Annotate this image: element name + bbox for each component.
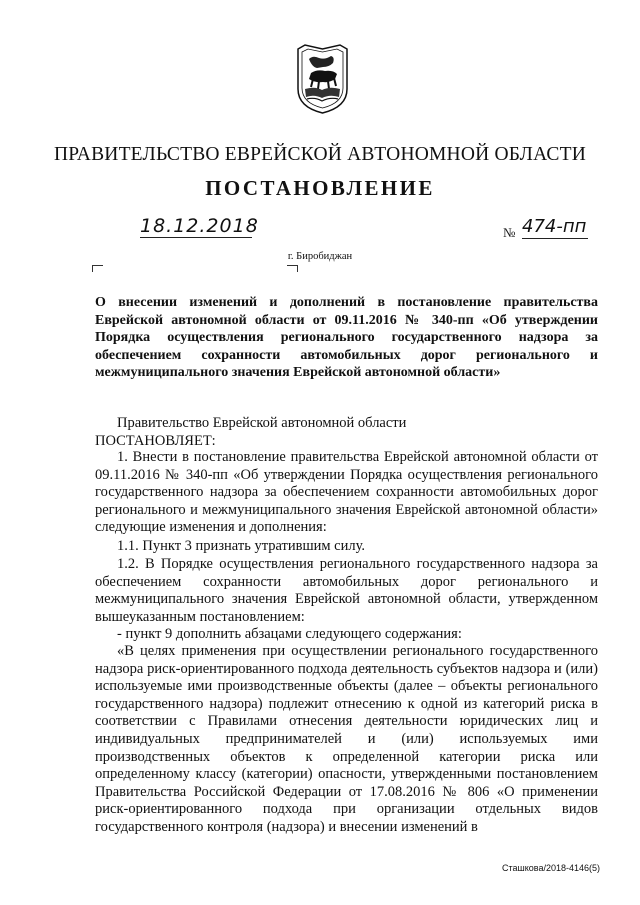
number-label: №: [503, 225, 516, 240]
right-corner-mark: [287, 265, 298, 272]
resolves-heading: ПОСТАНОВЛЯЕТ:: [95, 433, 216, 449]
footer-reference: Сташкова/2018-4146(5): [502, 863, 601, 873]
item-1: 1. Внести в постановление правительства Еврейской автономной области от 09.11.2016 № 340-пп «Об утверждении Порядка осуществления регионального государственного надзора за обеспечением сохранности автомобильных дорог регионального и межмуниципального значения Еврейской автономной области» следующие изменения и дополнения:: [95, 449, 598, 536]
quoted-text: «В целях применения при осуществлении регионального государственного надзора риск-ориентированного подхода деятельность субъектов надзора и (или) используемые ими производственные объекты (далее – объекты регионального государственного надзора) подлежит отнесению к одной из категорий риска в соответствии с Правилами отнесения деятельности юридических лиц и индивидуальных предпринимателей и (или) используемых ими производственных объектов к определенной категории риска или определенному классу (категории) опасности, утвержденными постановлением Правительства Российской Федерации от 17.08.2016 № 806 «О применении риск-ориентированного подхода при организации отдельных видов государственного контроля (надзора) и внесении изменений в: [95, 643, 598, 835]
document-type: ПОСТАНОВЛЕНИЕ: [205, 176, 435, 200]
document-number: 474-пп: [522, 216, 587, 237]
coat-of-arms-icon: [295, 43, 350, 115]
item-1-1: 1.1. Пункт 3 признать утратившим силу.: [117, 538, 366, 554]
intro-paragraph: Правительство Еврейской автономной области: [117, 415, 407, 431]
government-title: ПРАВИТЕЛЬСТВО ЕВРЕЙСКОЙ АВТОНОМНОЙ ОБЛАСТИ: [53, 144, 587, 165]
item-1-2: 1.2. В Порядке осуществления регионального государственного надзора за обеспечением сохранности автомобильных дорог регионального и межмуниципального значения Еврейской автономной области, утвержденном вышеуказанным постановлением:: [95, 556, 598, 625]
left-corner-mark: [92, 265, 103, 272]
document-date: 18.12.2018: [140, 215, 259, 237]
city: г. Биробиджан: [287, 251, 353, 262]
bullet-item: - пункт 9 дополнить абзацами следующего содержания:: [117, 626, 462, 642]
document-subject: О внесении изменений и дополнений в постановление правительства Еврейской автономной области от 09.11.2016 № 340-пп «Об утверждении Порядка осуществления регионального государственного надзора за обеспечением сохранности автомобильных дорог регионального и межмуниципального значения Еврейской автономной области»: [95, 295, 598, 381]
